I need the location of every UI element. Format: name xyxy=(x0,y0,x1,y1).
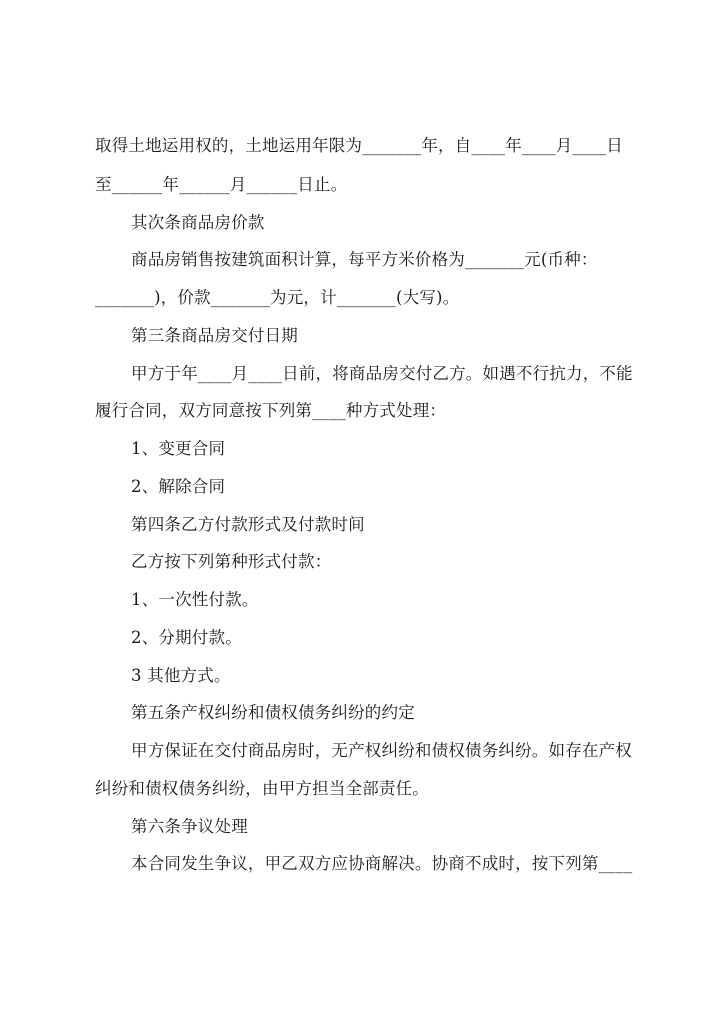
section-heading-price: 其次条商品房价款 xyxy=(131,213,265,232)
text-line-delivery-terms: 甲方于年____月____日前，将商品房交付乙方。如遇不行抗力，不能 xyxy=(131,364,633,383)
text-line-liability: 纠纷和债权债务纠纷，由甲方担当全部责任。 xyxy=(95,779,429,798)
text-line-land-use-end-date: 至______年______月______日止。 xyxy=(95,175,348,194)
section-heading-dispute-resolution: 第六条争议处理 xyxy=(131,817,248,836)
list-item-lump-sum: 1、一次性付款。 xyxy=(131,590,259,609)
text-line-negotiation: 本合同发生争议，甲乙双方应协商解决。协商不成时，按下列第____ xyxy=(131,854,633,873)
list-item-cancel-contract: 2、解除合同 xyxy=(131,477,226,496)
text-line-delivery-options: 履行合同，双方同意按下列第____种方式处理： xyxy=(95,401,447,420)
text-line-price-per-sqm: 商品房销售按建筑面积计算，每平方米价格为_______元(币种： xyxy=(131,250,598,269)
section-heading-delivery-date: 第三条商品房交付日期 xyxy=(131,326,298,345)
section-heading-payment: 第四条乙方付款形式及付款时间 xyxy=(131,515,365,534)
text-line-land-use-term: 取得土地运用权的，土地运用年限为_______年，自____年____月____日 xyxy=(95,136,623,155)
list-item-other-methods: 3 其他方式。 xyxy=(131,666,231,685)
list-item-installments: 2、分期付款。 xyxy=(131,628,242,647)
text-line-title-guarantee: 甲方保证在交付商品房时，无产权纠纷和债权债务纠纷。如存在产权 xyxy=(131,741,632,760)
text-line-payment-method: 乙方按下列第种形式付款： xyxy=(131,552,332,571)
text-line-total-price: _______)，价款_______为元，计_______(大写)。 xyxy=(95,288,460,307)
section-heading-disputes: 第五条产权纠纷和债权债务纠纷的约定 xyxy=(131,703,415,722)
list-item-change-contract: 1、变更合同 xyxy=(131,439,226,458)
